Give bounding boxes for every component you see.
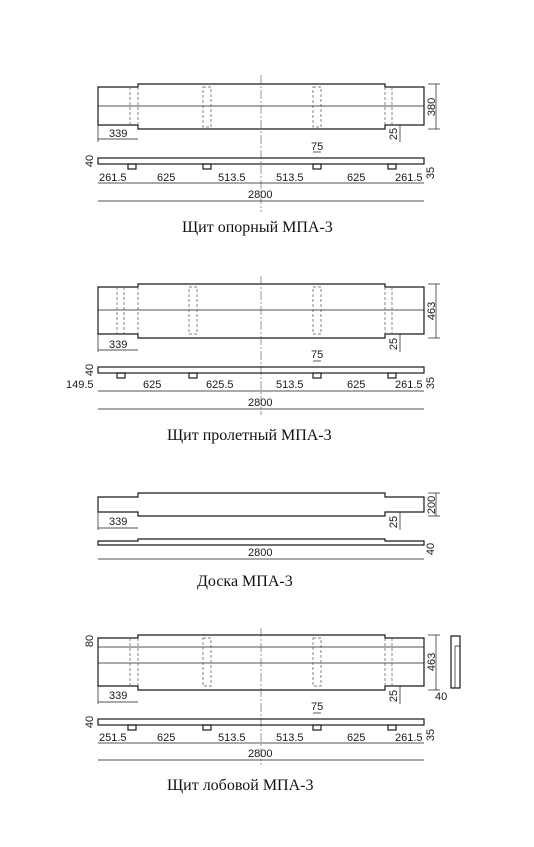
cleat-height-label: 35 [425,376,437,390]
width-dimension [426,635,440,690]
total-length-label: 2800 [248,748,273,760]
thickness-label: 40 [84,154,96,168]
width-label: 200 [426,495,438,515]
width-label: 380 [426,97,438,117]
section-support-panel [84,75,440,236]
gap-dimension [388,686,400,704]
spacing-2: 625 [157,732,176,744]
cleat-height-label: 35 [425,728,437,742]
spacing-2: 625 [157,172,176,184]
section-board [98,493,440,590]
cleat-width-label: 75 [311,349,324,361]
spacing-2: 625 [143,379,162,391]
spacing-6: 261.5 [395,172,423,184]
plan-view [98,628,424,765]
left-end-dimension [98,512,138,530]
spacing-3: 625.5 [206,379,234,391]
caption: Доска МПА-3 [197,573,293,590]
left-end-dimension [98,334,138,352]
left-end-label: 339 [109,128,128,140]
caption: Щит лобовой МПА-3 [167,777,314,794]
thickness-label: 40 [425,542,437,556]
spacing-3: 513.5 [218,732,246,744]
gap-dimension [388,334,400,352]
spacing-1: 251.5 [99,732,127,744]
width-dimension [426,493,440,516]
spacing-4: 513.5 [276,732,304,744]
end-view-label: 40 [435,691,448,703]
top-strip-dimension [84,635,96,647]
width-dimension [426,284,440,338]
width-label: 463 [426,652,438,672]
cleat-height-label: 35 [425,166,437,180]
gap-label: 25 [388,515,400,529]
gap-label: 25 [388,127,400,141]
gap-dimension [388,125,400,142]
spacing-labels [66,379,423,391]
total-length-label: 2800 [248,397,273,409]
total-length-label: 2800 [248,547,273,559]
thickness-label: 40 [84,715,96,729]
gap-dimension [388,512,400,530]
total-length-label: 2800 [248,189,273,201]
spacing-3: 513.5 [218,172,246,184]
width-dimension [426,84,440,129]
section-front-panel [84,628,460,794]
section-span-panel [66,276,440,444]
spacing-1: 261.5 [99,172,127,184]
spacing-5: 625 [347,172,366,184]
left-end-label: 339 [109,516,128,528]
width-label: 463 [426,301,438,321]
spacing-6: 261.5 [395,379,423,391]
spacing-6: 261.5 [395,732,423,744]
cleat-width-label: 75 [311,701,324,713]
thickness-label: 40 [84,363,96,377]
side-view [98,539,424,545]
left-end-dimension [98,686,138,704]
plan-view [98,493,424,516]
left-end-label: 339 [109,339,128,351]
cleat-width-label: 75 [311,141,324,153]
spacing-1: 149.5 [66,379,94,391]
spacing-4: 513.5 [276,379,304,391]
top-strip-label: 80 [84,634,96,648]
caption: Щит опорный МПА-3 [182,219,333,236]
gap-label: 25 [388,689,400,703]
gap-label: 25 [388,337,400,351]
plan-view [98,276,424,415]
left-end-dimension [98,125,138,142]
spacing-5: 625 [347,379,366,391]
left-end-label: 339 [109,690,128,702]
spacing-5: 625 [347,732,366,744]
caption: Щит пролетный МПА-3 [167,427,332,444]
end-view [435,636,460,703]
spacing-4: 513.5 [276,172,304,184]
